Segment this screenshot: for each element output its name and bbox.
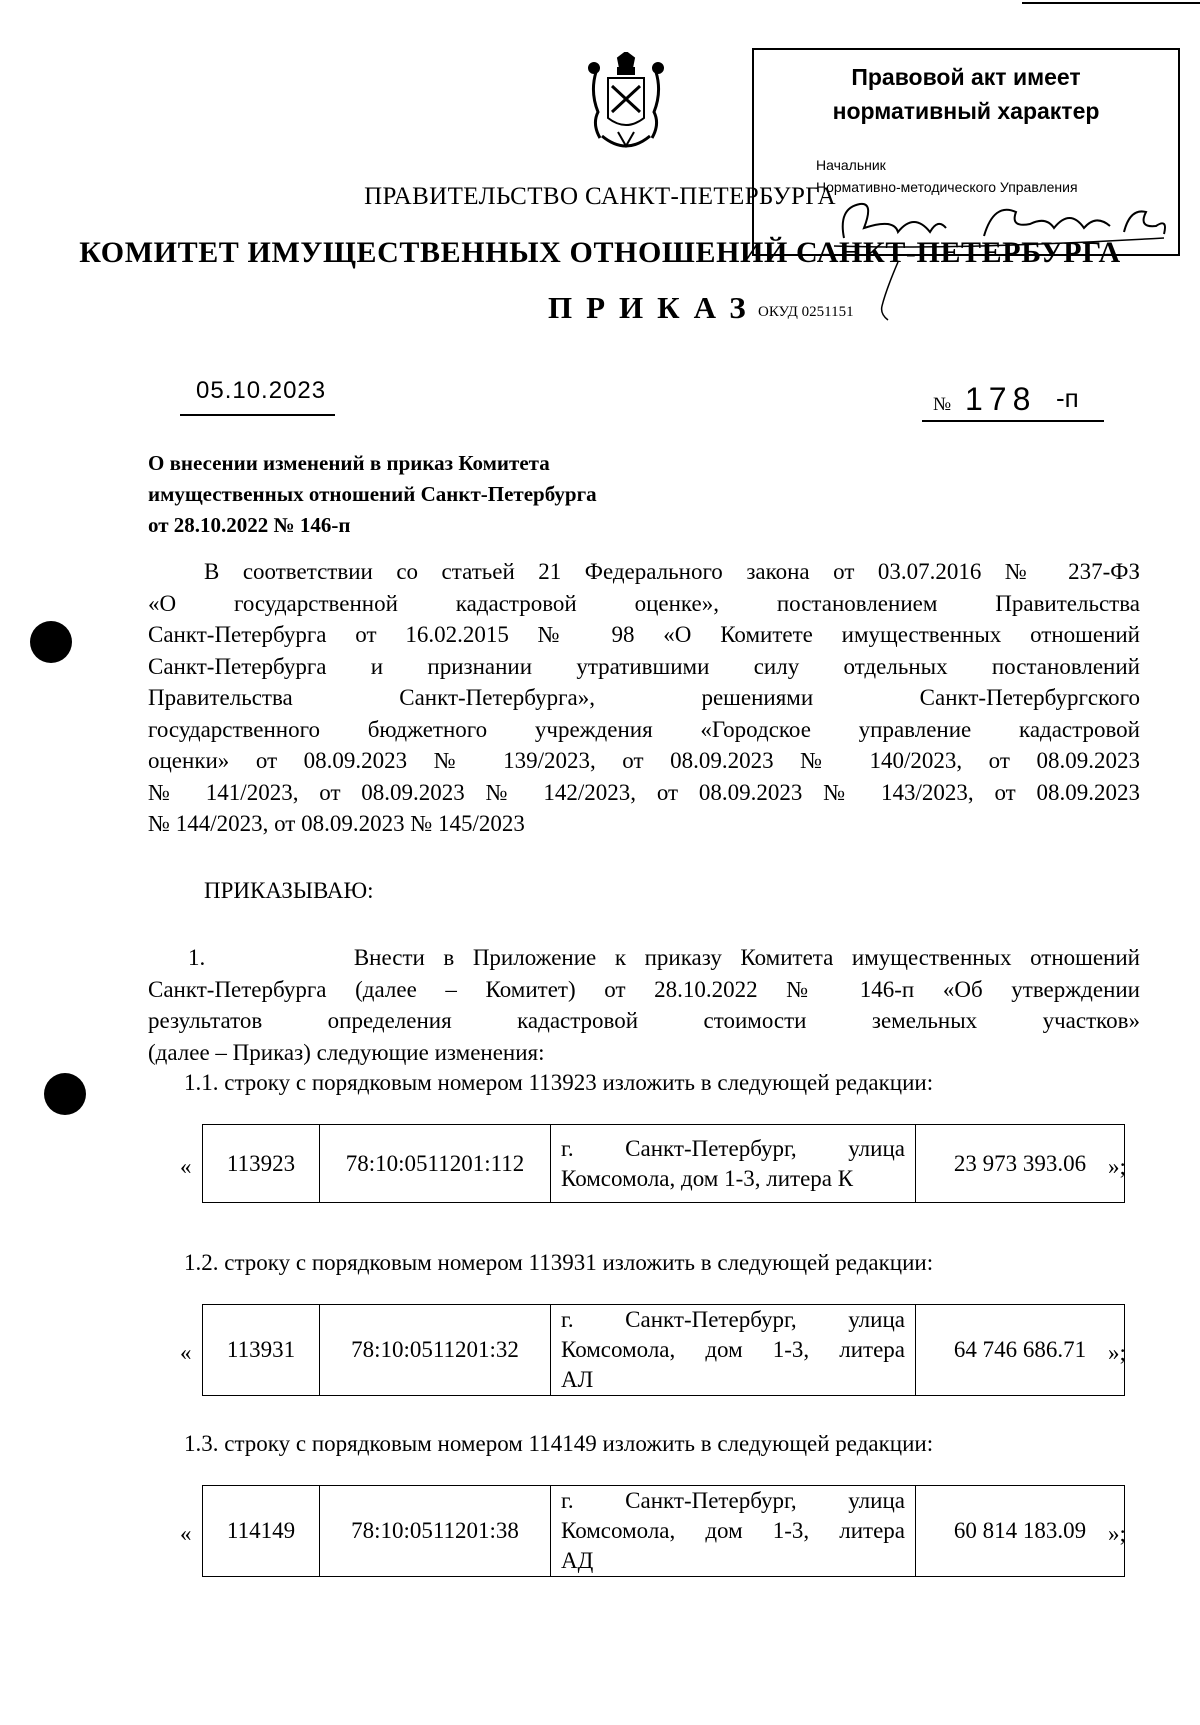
- close-quote: »;: [1108, 1521, 1126, 1546]
- okud-code: ОКУД 0251151: [758, 304, 854, 320]
- date-underline: [180, 414, 335, 416]
- address-line: г. Санкт-Петербург, улица: [561, 1488, 905, 1513]
- preamble-line: № 141/2023, от 08.09.2023 № 142/2023, от 08.09.2023 № 143/2023, от 08.09.2023: [148, 780, 1140, 805]
- decree-word: ПРИКАЗЫВАЮ:: [204, 878, 374, 903]
- table-row: [203, 1305, 1125, 1396]
- address-line: Комсомола, дом 1-3, литера К: [561, 1165, 854, 1191]
- item1-line: (далее – Приказ) следующие изменения:: [148, 1040, 545, 1065]
- stamp-pointer-line: [868, 262, 908, 322]
- binder-hole: [44, 1073, 86, 1115]
- stamp-title-line: Правовой акт имеет: [851, 64, 1081, 90]
- stamp-top-border: [1022, 2, 1200, 4]
- item1-line: Санкт-Петербурга (далее – Комитет) от 28.10.2022 № 146-п «Об утверждении: [148, 977, 1140, 1002]
- row-heading: 1.1. строку с порядковым номером 113923 изложить в следующей редакции:: [184, 1070, 934, 1095]
- government-header: ПРАВИТЕЛЬСТВО САНКТ-ПЕТЕРБУРГА: [364, 183, 836, 210]
- record-row-1: [170, 1124, 1144, 1204]
- address-cell: [551, 1486, 916, 1577]
- stamp-role-line: Начальник: [816, 157, 886, 173]
- row-heading: 1.3. строку с порядковым номером 114149 изложить в следующей редакции:: [184, 1431, 934, 1456]
- number-sign: №: [933, 394, 952, 415]
- preamble-line: Правительства Санкт-Петербурга», решениями Санкт-Петербургского: [148, 685, 1140, 710]
- cadastral-value: 23 973 393.06: [916, 1125, 1125, 1203]
- open-quote: «: [180, 1521, 192, 1546]
- cadastral-number: 78:10:0511201:32: [320, 1305, 551, 1396]
- committee-header: КОМИТЕТ ИМУЩЕСТВЕННЫХ ОТНОШЕНИЙ САНКТ-ПЕТЕРБУРГА: [79, 236, 1121, 269]
- record-table: [202, 1485, 1125, 1577]
- record-number: 113931: [203, 1305, 320, 1396]
- cadastral-value: 64 746 686.71: [916, 1305, 1125, 1396]
- table-row: [203, 1125, 1125, 1203]
- normative-act-stamp: [752, 48, 1180, 256]
- record-row-2: [170, 1304, 1144, 1396]
- subject-line: имущественных отношений Санкт-Петербурга: [148, 482, 597, 506]
- preamble-line: № 144/2023, от 08.09.2023 № 145/2023: [148, 811, 525, 836]
- order-title: ПРИКАЗ: [548, 290, 760, 325]
- stamp-title: [754, 60, 1178, 128]
- address-line: Комсомола, дом 1-3, литера: [561, 1518, 905, 1543]
- preamble-line: Санкт-Петербурга от 16.02.2015 № 98 «О Комитете имущественных отношений: [148, 622, 1140, 647]
- order-subject: [148, 448, 597, 541]
- number-underline: [922, 420, 1104, 422]
- open-quote: «: [180, 1340, 192, 1365]
- cadastral-number: 78:10:0511201:112: [320, 1125, 551, 1203]
- address-cell: [551, 1125, 916, 1203]
- record-number: 114149: [203, 1486, 320, 1577]
- address-line: АЛ: [561, 1367, 594, 1392]
- record-row-3: [170, 1485, 1144, 1577]
- record-table: [202, 1304, 1125, 1396]
- row-heading: 1.2. строку с порядковым номером 113931 изложить в следующей редакции:: [184, 1250, 934, 1275]
- subject-line: О внесении изменений в приказ Комитета: [148, 451, 550, 475]
- table-row: [203, 1486, 1125, 1577]
- close-quote: »;: [1108, 1154, 1126, 1179]
- address-line: АД: [561, 1548, 594, 1573]
- order-number-suffix: -п: [1056, 383, 1079, 413]
- subject-line: от 28.10.2022 № 146-п: [148, 513, 351, 537]
- item1-line: 1. Внести в Приложение к приказу Комитета имущественных отношений: [188, 945, 1140, 970]
- preamble-line: оценки» от 08.09.2023 № 139/2023, от 08.09.2023 № 140/2023, от 08.09.2023: [148, 748, 1140, 773]
- stamp-title-line: нормативный характер: [832, 98, 1100, 124]
- open-quote: «: [180, 1154, 192, 1179]
- preamble-line: «О государственной кадастровой оценке», постановлением Правительства: [148, 591, 1140, 616]
- coat-of-arms-icon: [588, 52, 664, 156]
- item1-line: результатов определения кадастровой стоимости земельных участков»: [148, 1008, 1140, 1033]
- stamp-role-line: Нормативно-методического Управления: [816, 179, 1078, 195]
- address-line: Комсомола, дом 1-3, литера: [561, 1337, 905, 1362]
- record-number: 113923: [203, 1125, 320, 1203]
- order-number: 178: [965, 381, 1037, 417]
- preamble-line: государственного бюджетного учреждения «Городское управление кадастровой: [148, 717, 1140, 742]
- address-line: г. Санкт-Петербург, улица: [561, 1135, 905, 1161]
- preamble-line: Санкт-Петербурга и признании утратившими силу отдельных постановлений: [148, 654, 1140, 679]
- close-quote: »;: [1108, 1340, 1126, 1365]
- address-cell: [551, 1305, 916, 1396]
- cadastral-value: 60 814 183.09: [916, 1486, 1125, 1577]
- address-line: г. Санкт-Петербург, улица: [561, 1307, 905, 1332]
- order-date: 05.10.2023: [196, 377, 327, 404]
- cadastral-number: 78:10:0511201:38: [320, 1486, 551, 1577]
- binder-hole: [30, 621, 72, 663]
- record-table: [202, 1124, 1125, 1203]
- preamble-line: В соответствии со статьей 21 Федерального закона от 03.07.2016 № 237-ФЗ: [204, 559, 1140, 584]
